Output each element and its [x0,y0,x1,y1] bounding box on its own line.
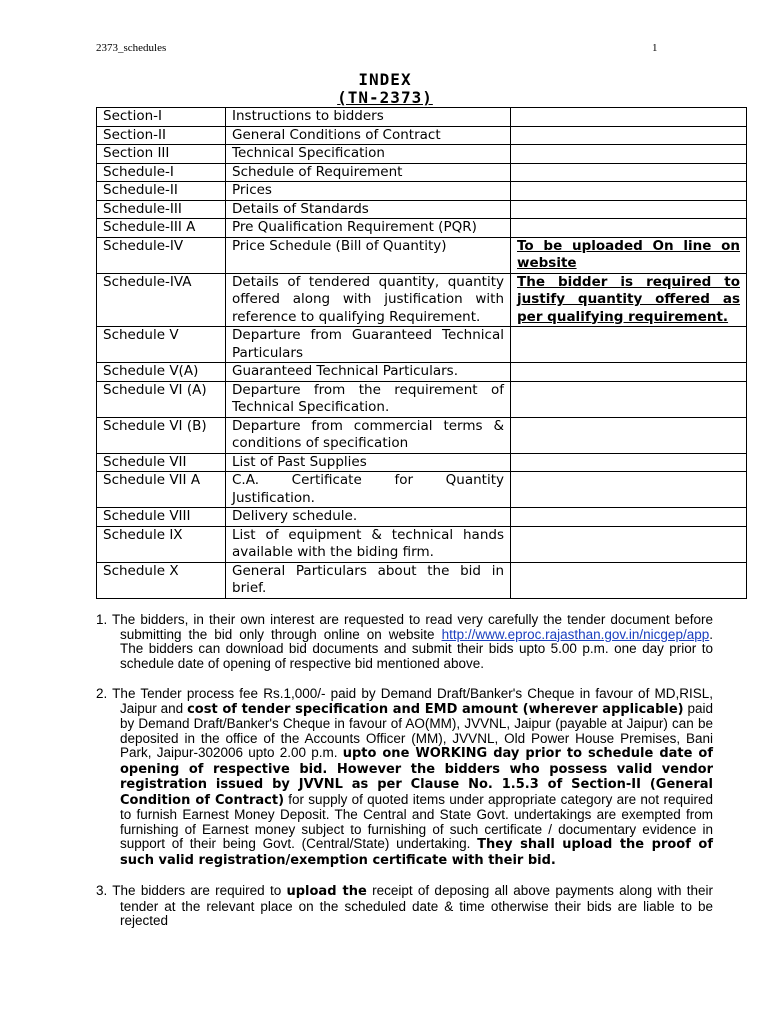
index-description-cell: General Particulars about the bid in brief. [226,562,511,598]
index-section-cell: Schedule X [97,562,226,598]
para2-text-3: for supply of quoted items under appropriate category are not required to furnish Earnest Money Deposit. The Central and State Govt. undertakings are exempted from furnishing of Earnest money subject to furnishing of such certificate / documentary evidence in support of their being Govt. (Central/State) undertaking. [120,791,713,851]
index-description-cell: Prices [226,182,511,201]
index-section-cell: Schedule-III A [97,219,226,238]
index-note-cell [511,453,747,472]
index-description-cell: Instructions to bidders [226,108,511,127]
index-row [97,508,747,527]
index-section-cell: Schedule-II [97,182,226,201]
para2-text-1: 2. The Tender process fee Rs.1,000/- paid by Demand Draft/Banker's Cheque in favour of MD,RISL, Jaipur and [96,686,713,716]
index-section-cell: Section-I [97,108,226,127]
eproc-website-link[interactable]: http://www.eproc.rajasthan.gov.in/nicgep/app [441,626,710,642]
index-section-cell: Schedule-I [97,163,226,182]
index-section-cell: Schedule VI (A) [97,381,226,417]
instruction-paragraph-1 [96,613,713,671]
index-note-cell [511,219,747,238]
para1-text-b: . The bidders can download bid documents and submit their bids upto 5.00 p.m. one day prior to schedule date of opening of respective bid mentioned above. [120,626,713,671]
para1-text-a: 1. The bidders, in their own interest are requested to read very carefully the tender document before submitting the bid only through online on website [96,612,713,642]
index-row [97,145,747,164]
instruction-paragraph-2 [96,687,713,868]
index-row [97,417,747,453]
index-section-cell: Schedule VIII [97,508,226,527]
index-description-cell: Pre Qualification Requirement (PQR) [226,219,511,238]
para2-bold-3: They shall upload the proof of such valid registration/exemption certificate with their bid. [120,837,713,868]
para2-bold-1: cost of tender specification and EMD amount (wherever applicable) [187,701,684,717]
para3-bold-1: upload the [286,884,367,899]
index-note-cell [511,200,747,219]
index-row [97,327,747,363]
index-table [96,107,747,599]
index-note-cell [511,163,747,182]
index-row [97,562,747,598]
index-section-cell: Schedule V [97,327,226,363]
index-description-cell: Delivery schedule. [226,508,511,527]
index-row [97,182,747,201]
index-note-cell [511,145,747,164]
index-description-cell: General Conditions of Contract [226,126,511,145]
index-row [97,526,747,562]
index-description-cell: C.A. Certificate for Quantity Justification. [226,472,511,508]
index-note-cell [511,327,747,363]
index-section-cell: Schedule-III [97,200,226,219]
index-description-cell: Schedule of Requirement [226,163,511,182]
index-section-cell: Schedule V(A) [97,363,226,382]
index-note-cell [511,108,747,127]
index-row [97,108,747,127]
para3-text-1: 3. The bidders are required to [96,883,287,898]
index-description-cell: Departure from Guaranteed Technical Particulars [226,327,511,363]
index-note-cell [511,417,747,453]
index-description-cell: List of Past Supplies [226,453,511,472]
index-note-cell [511,508,747,527]
index-note-cell: The bidder is required to justify quantity offered as per qualifying requirement. [511,273,747,327]
para3-text-2: receipt of deposing all above payments along with their tender at the relevant place on the scheduled date & time otherwise their bids are liable to be rejected [120,883,713,928]
index-section-cell: Schedule-IV [97,237,226,273]
index-description-cell: Details of tendered quantity, quantity offered along with justification with reference to qualifying Requirement. [226,273,511,327]
index-title: INDEX [358,70,412,89]
index-note-cell [511,526,747,562]
index-row [97,381,747,417]
page-number: 1 [652,42,658,54]
index-description-cell: Guaranteed Technical Particulars. [226,363,511,382]
index-description-cell: Departure from the requirement of Technical Specification. [226,381,511,417]
index-section-cell: Schedule-IVA [97,273,226,327]
index-section-cell: Schedule IX [97,526,226,562]
index-description-cell: Price Schedule (Bill of Quantity) [226,237,511,273]
index-row [97,363,747,382]
document-header-filename: 2373_schedules [96,42,167,54]
index-description-cell: Departure from commercial terms & conditions of specification [226,417,511,453]
index-row [97,163,747,182]
index-note-cell [511,472,747,508]
index-subtitle [0,88,770,107]
para2-text-2: paid by Demand Draft/Banker's Cheque in favour of AO(MM), JVVNL, Jaipur (payable at Jaipur) can be deposited in the office of the Accounts Officer (MM), JVVNL, Old Power House Premises, Bani Park, Jaipur-302006 upto 2.00 p.m. [120,700,714,760]
index-description-cell: Technical Specification [226,145,511,164]
index-row [97,126,747,145]
index-section-cell: Section III [97,145,226,164]
index-section-cell: Schedule VI (B) [97,417,226,453]
index-row [97,219,747,238]
index-row [97,200,747,219]
index-note-cell [511,562,747,598]
index-row [97,237,747,273]
instruction-paragraph-3 [96,884,713,929]
index-section-cell: Section-II [97,126,226,145]
index-note-cell [511,381,747,417]
index-note-cell [511,363,747,382]
index-section-cell: Schedule VII [97,453,226,472]
index-section-cell: Schedule VII A [97,472,226,508]
para2-bold-2: upto one WORKING day prior to schedule date of opening of respective bid. However the bidders who possess valid vendor registration issued by JVVNL as per Clause No. 1.5.3 of Section-II (General Condition of Contract) [120,746,713,808]
instructions [96,613,713,945]
tender-number: (TN-2373) [337,88,433,107]
index-description-cell: List of equipment & technical hands available with the biding firm. [226,526,511,562]
index-row [97,472,747,508]
index-row [97,453,747,472]
index-note-cell: To be uploaded On line on website [511,237,747,273]
index-note-cell [511,182,747,201]
index-row [97,273,747,327]
index-description-cell: Details of Standards [226,200,511,219]
index-note-cell [511,126,747,145]
